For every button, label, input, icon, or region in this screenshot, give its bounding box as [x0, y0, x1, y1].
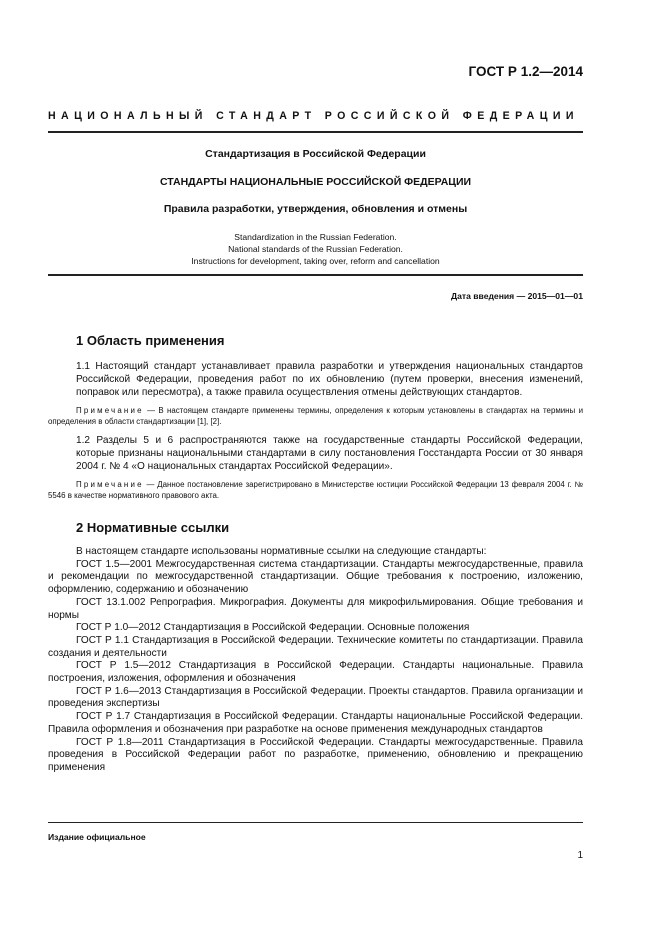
note-text: — Данное постановление зарегистрировано в Министерстве юстиции Российской Федерации 13 февраля 2004 г. № 5546 в качестве нормативного правового акта.	[48, 480, 583, 500]
footer-divider	[48, 822, 583, 823]
normative-references	[48, 546, 583, 775]
paragraph-1-2: 1.2 Разделы 5 и 6 распространяются также на государственные стандарты Российской Федерации, которые признаны национальными стандартами в силу постановления Госстандарта России от 30 января 2004 г. № 4 «О национальных стандартах Российской Федерации».	[76, 435, 583, 472]
references-intro: В настоящем стандарте использованы нормативные ссылки на следующие стандарты:	[76, 546, 487, 557]
title-divider	[48, 274, 583, 276]
title-line-3: Правила разработки, утверждения, обновления и отмены	[163, 203, 468, 215]
note-text: — В настоящем стандарте применены термины, определения к которым установлены в стандартах на термины и определения в области стандартизации [1], [2].	[48, 406, 583, 426]
section-2-heading: 2 Нормативные ссылки	[76, 520, 230, 535]
note-label: Примечание	[76, 480, 144, 489]
reference-item: ГОСТ 1.5—2001 Межгосударственная система стандартизации. Стандарты межгосударственные, правила и рекомендации по межгосударственной стандартизации. Общие требования к построению, изложению, оформлению, содержанию и обозначению	[48, 558, 583, 596]
title-line-2: СТАНДАРТЫ НАЦИОНАЛЬНЫЕ РОССИЙСКОЙ ФЕДЕРАЦИИ	[159, 176, 472, 188]
national-standard-heading: НАЦИОНАЛЬНЫЙ СТАНДАРТ РОССИЙСКОЙ ФЕДЕРАЦИИ	[48, 110, 579, 122]
top-divider	[48, 131, 583, 133]
effective-date: Дата введения — 2015—01—01	[450, 291, 583, 301]
english-title-line-3: Instructions for development, taking over, reform and cancellation	[191, 256, 440, 266]
edition-label: Издание официальное	[48, 832, 146, 842]
note-2	[48, 479, 583, 501]
english-title-line-2: National standards of the Russian Federation.	[228, 244, 403, 254]
page-number: 1	[577, 850, 583, 861]
title-line-1: Стандартизация в Российской Федерации	[205, 148, 426, 160]
reference-item: ГОСТ Р 1.6—2013 Стандартизация в Российской Федерации. Проекты стандартов. Правила организации и проведения экспертизы	[48, 685, 583, 710]
section-1-heading: 1 Область применения	[76, 333, 225, 348]
note-1	[48, 405, 583, 427]
english-title-line-1: Standardization in the Russian Federation.	[234, 232, 397, 242]
reference-item: ГОСТ Р 1.7 Стандартизация в Российской Федерации. Стандарты национальные Российской Федерации. Правила оформления и обозначения при разработке на основе применения международных стандартов	[48, 711, 583, 735]
reference-item: ГОСТ Р 1.8—2011 Стандартизация в Российской Федерации. Стандарты межгосударственные. Правила проведения в Российской Федерации работ по разработке, применению, обновлению и прекращению применения	[48, 736, 583, 773]
document-code: ГОСТ Р 1.2—2014	[468, 64, 583, 79]
english-title	[48, 231, 583, 267]
reference-item: ГОСТ Р 1.1 Стандартизация в Российской Федерации. Технические комитеты по стандартизации. Правила создания и деятельности	[48, 634, 583, 659]
reference-item: ГОСТ 13.1.002 Репрография. Микрография. Документы для микрофильмирования. Общие требования и нормы	[48, 596, 583, 621]
note-label: Примечание	[76, 406, 144, 415]
paragraph-1-1: 1.1 Настоящий стандарт устанавливает правила разработки и утверждения национальных стандартов Российской Федерации, проведения работ по их обновлению (путем проверки, внесения изменений, поправок или пересмотра), а также правила осуществления отмены действующих стандартов.	[76, 361, 583, 398]
reference-item: ГОСТ Р 1.0—2012 Стандартизация в Российской Федерации. Основные положения	[76, 622, 470, 634]
reference-item: ГОСТ Р 1.5—2012 Стандартизация в Российской Федерации. Стандарты национальные. Правила построения, изложения, оформления и обозначения	[48, 660, 583, 685]
